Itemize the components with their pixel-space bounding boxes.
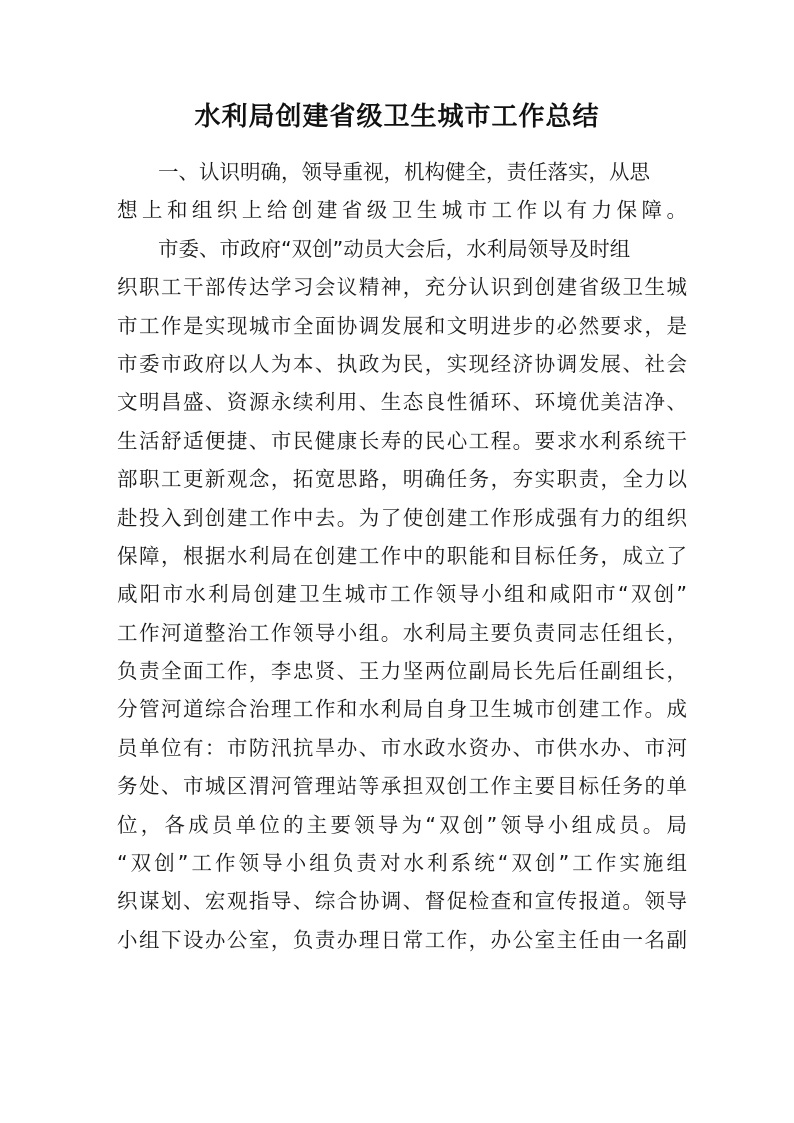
body-text	[117, 153, 687, 959]
text-line: 部职工更新观念，拓宽思路，明确任务，夯实职责，全力以	[117, 467, 687, 492]
text-line: 分管河道综合治理工作和水利局自身卫生城市创建工作。成	[117, 697, 687, 722]
text-line: 负责全面工作，李忠贤、王力坚两位副局长先后任副组长，	[117, 659, 687, 684]
text-line: 员单位有：市防汛抗旱办、市水政水资办、市供水办、市河	[117, 735, 687, 760]
document-title: 水利局创建省级卫生城市工作总结	[194, 102, 600, 132]
text-line: 市委、市政府“双创”动员大会后，水利局领导及时组	[158, 236, 631, 261]
text-line: 赴投入到创建工作中去。为了使创建工作形成强有力的组织	[117, 505, 687, 530]
text-line: 咸阳市水利局创建卫生城市工作领导小组和咸阳市“双创”	[117, 582, 687, 607]
text-line: 市委市政府以人为本、执政为民，实现经济协调发展、社会	[117, 351, 687, 376]
text-line: 小组下设办公室，负责办理日常工作，办公室主任由一名副	[117, 927, 687, 952]
text-line: 市工作是实现城市全面协调发展和文明进步的必然要求，是	[117, 313, 687, 338]
text-line: 一、认识明确，领导重视，机构健全，责任落实，从思	[158, 160, 650, 184]
text-line: 工作河道整治工作领导小组。水利局主要负责同志任组长，	[117, 620, 687, 645]
text-line: 生活舒适便捷、市民健康长寿的民心工程。要求水利系统干	[117, 428, 687, 453]
text-line: 保障，根据水利局在创建工作中的职能和目标任务，成立了	[117, 543, 687, 568]
text-line: “双创”工作领导小组负责对水利系统“双创”工作实施组	[117, 851, 687, 876]
text-line: 想上和组织上给创建省级卫生城市工作以有力保障。	[117, 198, 687, 223]
text-line: 位，各成员单位的主要领导为“双创”领导小组成员。局	[117, 812, 687, 837]
text-line: 文明昌盛、资源永续利用、生态良性循环、环境优美洁净、	[117, 390, 687, 415]
text-line: 织谋划、宏观指导、综合协调、督促检查和宣传报道。领导	[117, 889, 687, 914]
text-line: 织职工干部传达学习会议精神，充分认识到创建省级卫生城	[117, 275, 687, 300]
text-line: 务处、市城区渭河管理站等承担双创工作主要目标任务的单	[117, 774, 687, 799]
